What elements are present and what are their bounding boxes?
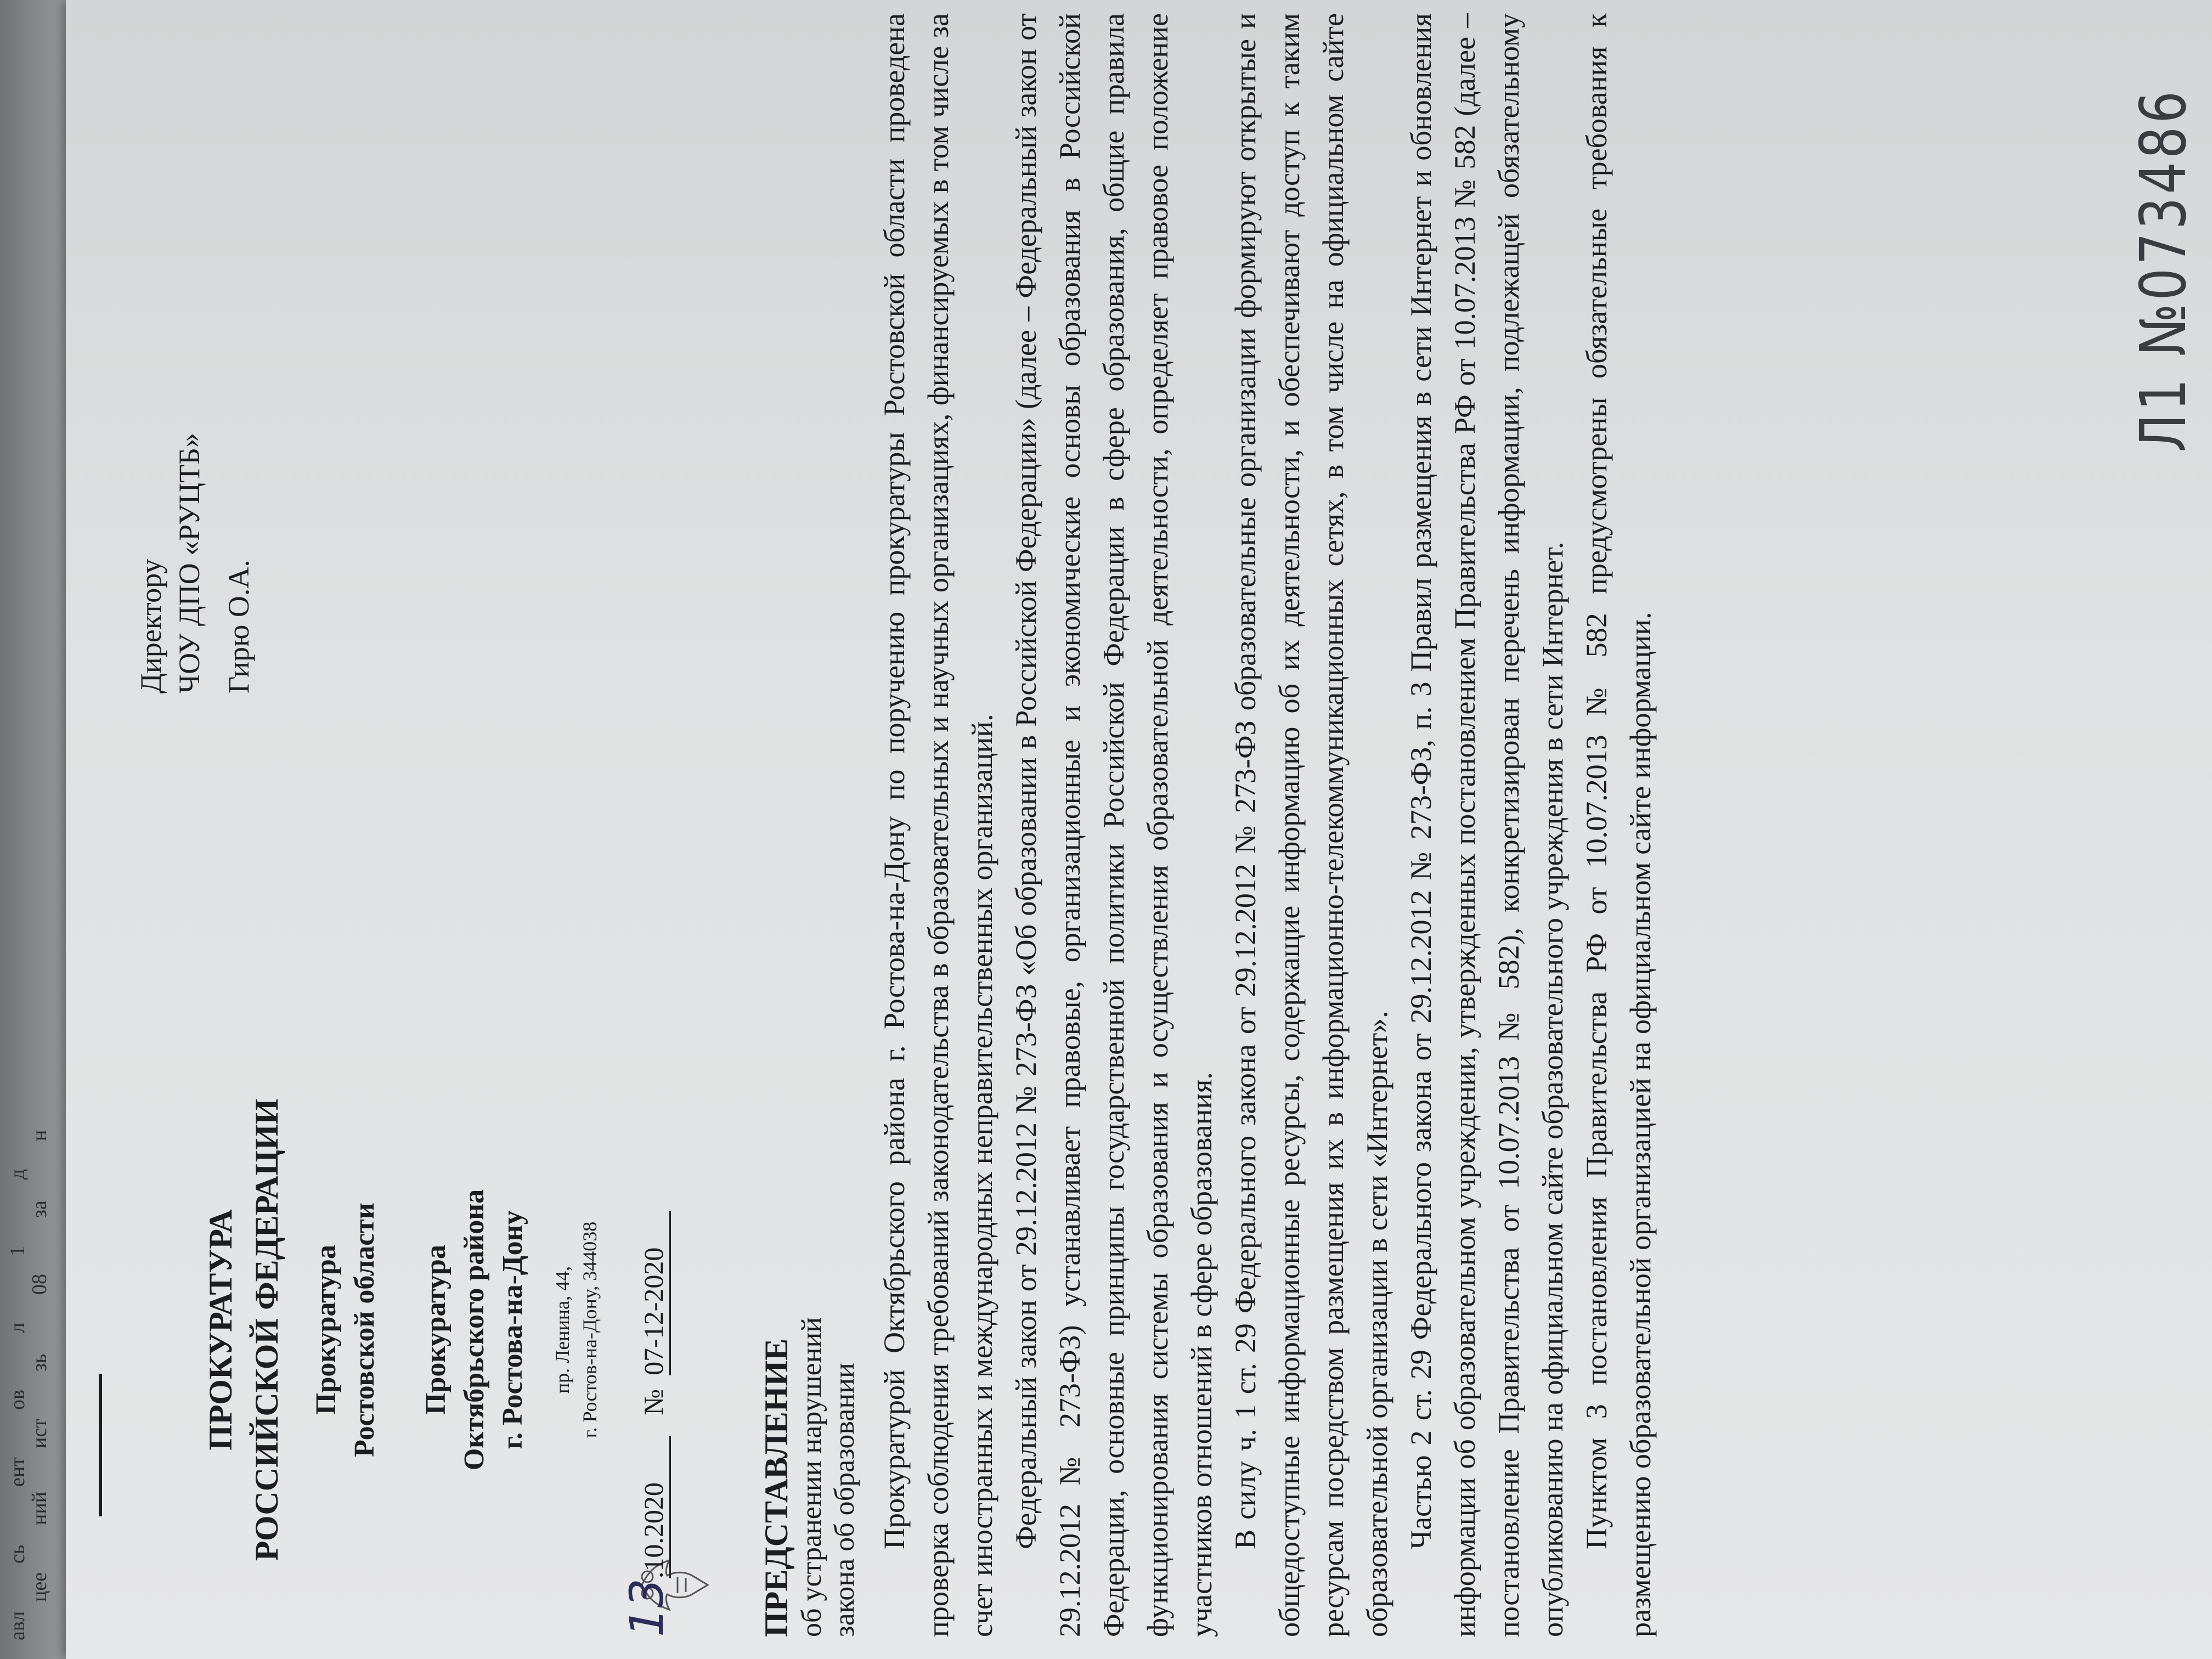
title-subtitle1: об устранении нарушений <box>796 1317 827 1637</box>
edge-fragment: н <box>28 1130 51 1141</box>
document-sheet <box>66 0 2212 1659</box>
regional-office <box>307 1001 384 1659</box>
issuer-line1: ПРОКУРАТУРА <box>202 1209 239 1451</box>
edge-fragment: цее <box>28 1572 51 1602</box>
date-and-number <box>620 979 674 1637</box>
title-subtitle2: закона об образовании <box>829 1363 860 1637</box>
edge-fragment: ний <box>28 1491 51 1525</box>
paragraph: Пунктом 3 постановления Правительства РФ от 10.07.2013 № 582 предусмотрены обязательные требования к размещению образовательной организацией на официальном сайте информации. <box>1580 13 1657 1637</box>
edge-fragment: сь <box>6 1544 29 1564</box>
pen-mark <box>99 1374 102 1516</box>
edge-fragment: д <box>6 1169 29 1180</box>
edge-fragment: ов <box>6 1390 29 1410</box>
issuer-header <box>198 1001 290 1659</box>
addressee-block <box>132 90 258 693</box>
edge-fragment: л <box>6 1323 29 1333</box>
serial-number-stamp: Л1 №073486 <box>2126 88 2200 452</box>
number-value: 07-12-2020 <box>637 1211 671 1375</box>
edge-fragment: зь <box>28 1353 51 1372</box>
addressee-position: Директору <box>134 558 167 693</box>
date-value: .10.2020 <box>637 1436 671 1578</box>
edge-fragment: 1 <box>6 1246 29 1256</box>
address-line1: пр. Ленина, 44, <box>551 1266 573 1394</box>
paragraph: В силу ч. 1 ст. 29 Федерального закона от 29.12.2012 № 273-ФЗ образовательные организации формируют открытые и общедоступные информационные ресурсы, содержащие информацию об их деятельности, и обеспечивают доступ к таким ресурсам посредством размещения их в информационно-телекоммуникационных сетях, в том числе на официальном сайте образовательной организации в сети «Интернет». <box>1229 13 1393 1637</box>
edge-fragment: 08 <box>28 1274 51 1295</box>
underlying-sheet-text <box>0 0 71 1659</box>
edge-fragment: ент <box>6 1457 29 1487</box>
handwritten-day: 13 <box>620 1578 674 1637</box>
title-heading: ПРЕДСТАВЛЕНИЕ <box>758 1338 794 1637</box>
addressee-name: Гирю О.А. <box>222 560 255 693</box>
district-office <box>417 1001 532 1659</box>
document-body <box>872 13 1662 1637</box>
paragraph: Прокуратурой Октябрьского района г. Ростова-на-Дону по поручению прокуратуры Ростовской области проведена проверка соблюдения требований законодательства в образовательных и научных организациях, финансируемых в том числе за счет иностранных и международных неправительственных организаций. <box>878 13 998 1637</box>
issuer-line2: РОССИЙСКОЙ ФЕДЕРАЦИИ <box>249 1098 285 1561</box>
edge-fragment: ист <box>28 1419 51 1448</box>
document-page <box>66 0 2212 1659</box>
edge-fragment: авл <box>6 1611 29 1640</box>
number-label: № <box>638 1389 669 1415</box>
document-title <box>757 1088 861 1637</box>
issuer-address <box>549 1001 603 1659</box>
district-line3: г. Ростова-на-Дону <box>497 1210 528 1449</box>
regional-line2: Ростовской области <box>349 1203 380 1457</box>
addressee-organization: ЧОУ ДПО «РУЦТБ» <box>173 432 206 693</box>
regional-line1: Прокуратура <box>311 1245 342 1415</box>
edge-fragment: за <box>28 1200 51 1218</box>
paragraph: Частью 2 ст. 29 Федерального закона от 29.12.2012 № 273-ФЗ, п. 3 Правил размещения в сети Интернет и обновления информации об образовательном учреждении, утвержденных постановлением Правительства РФ от 10.07.2013 № 582 (далее – постановление Правительства от 10.07.2013 № 582), конкретизирован перечень информации, подлежащей обязательному опубликованию на официальном сайте образовательного учреждения в сети Интернет. <box>1404 13 1569 1637</box>
paragraph: Федеральный закон от 29.12.2012 № 273-ФЗ «Об образовании в Российской Федерации» (далее – Федеральный закон от 29.12.2012 № 273-ФЗ) устанавливает правовые, организационные и экономические основы образования в Российской Федерации, основные принципы государственной политики Российской Федерации в сфере образования, общие правила функционирования системы образования и осуществления образовательной деятельности, определяет правовое положение участников отношений в сфере образования. <box>1009 13 1218 1637</box>
district-line1: Прокуратура <box>420 1245 452 1415</box>
district-line2: Октябрьского района <box>459 1189 490 1471</box>
address-line2: г. Ростов-на-Дону, 344038 <box>579 1221 601 1438</box>
